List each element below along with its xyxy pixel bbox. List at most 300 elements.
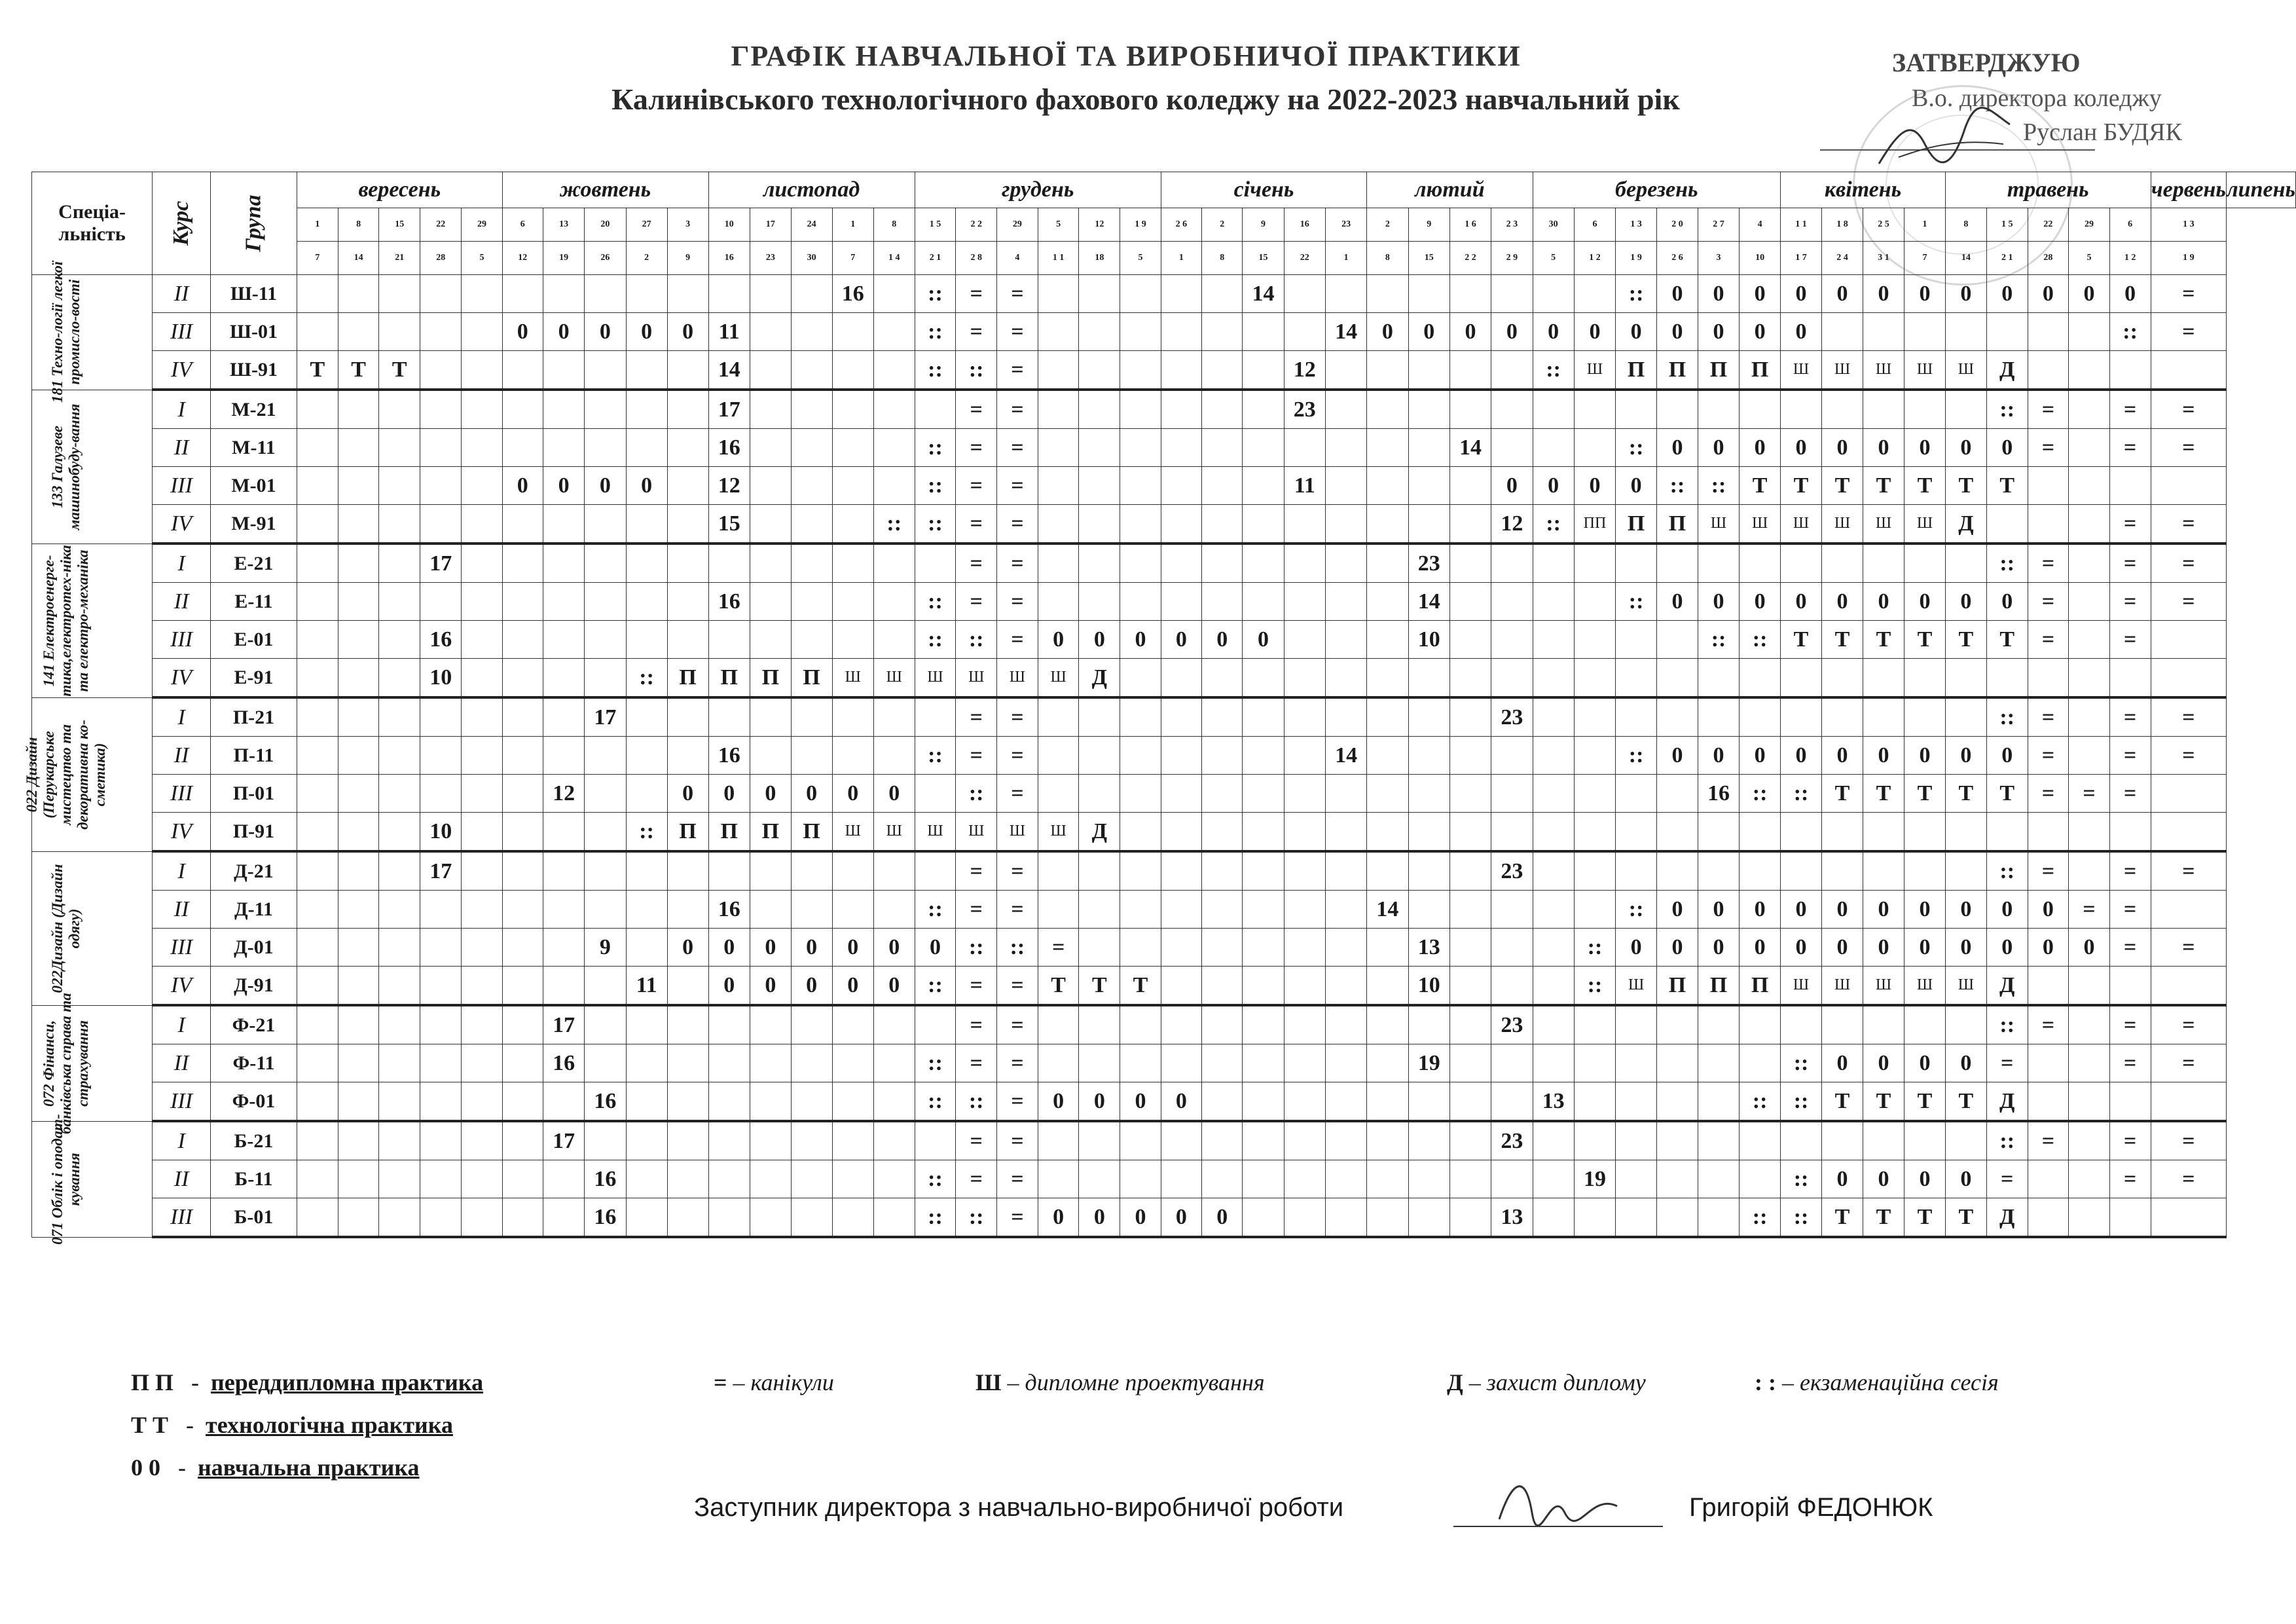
schedule-cell: :: — [956, 929, 997, 967]
schedule-cell — [1120, 813, 1161, 852]
schedule-cell: = — [2109, 891, 2151, 929]
schedule-cell — [1945, 313, 1986, 351]
course-cell: I — [153, 851, 211, 891]
schedule-cell — [1367, 967, 1408, 1006]
schedule-cell — [462, 775, 502, 813]
schedule-cell — [1161, 967, 1201, 1006]
schedule-cell — [2028, 1160, 2069, 1198]
schedule-cell — [1079, 1044, 1120, 1082]
schedule-cell — [585, 775, 626, 813]
schedule-cell — [1781, 813, 1822, 852]
schedule-cell — [462, 929, 502, 967]
schedule-cell — [1533, 390, 1574, 429]
schedule-cell — [462, 275, 502, 313]
schedule-cell — [1616, 1198, 1657, 1238]
schedule-cell — [297, 1082, 338, 1122]
schedule-cell — [1698, 697, 1739, 737]
schedule-cell — [2069, 1082, 2110, 1122]
schedule-cell — [2028, 505, 2069, 544]
table-row — [32, 275, 2296, 313]
schedule-cell — [750, 583, 791, 621]
schedule-cell: :: — [915, 505, 956, 544]
schedule-cell — [1698, 544, 1739, 583]
schedule-cell — [708, 1082, 750, 1122]
schedule-cell: П — [1657, 967, 1698, 1006]
schedule-cell — [1945, 659, 1986, 698]
schedule-cell: = — [956, 429, 997, 467]
schedule-cell: = — [997, 351, 1038, 390]
legend-tt-label: технологічна практика — [206, 1412, 453, 1438]
course-cell: IV — [153, 505, 211, 544]
schedule-cell — [420, 467, 462, 505]
schedule-cell — [1038, 1121, 1079, 1160]
specialty-label: 022 Дизайн (Перукарське мистецтво та декоративна ко-сметика) — [24, 719, 108, 830]
schedule-cell — [750, 313, 791, 351]
schedule-cell — [1491, 583, 1533, 621]
schedule-cell: = — [2109, 544, 2151, 583]
schedule-cell: 0 — [1740, 313, 1781, 351]
schedule-cell — [791, 313, 832, 351]
schedule-cell — [1657, 1044, 1698, 1082]
schedule-cell: = — [2028, 851, 2069, 891]
week-start-date: 1 6 — [1449, 208, 1491, 242]
legend-oo: 0 0 - навчальна практика — [131, 1454, 420, 1481]
schedule-cell — [1533, 544, 1574, 583]
schedule-cell — [791, 275, 832, 313]
schedule-cell — [1038, 775, 1079, 813]
schedule-cell — [1408, 851, 1449, 891]
schedule-cell — [1945, 697, 1986, 737]
schedule-cell — [1202, 1160, 1243, 1198]
schedule-cell: Т — [1945, 1198, 1986, 1238]
schedule-cell: :: — [1986, 851, 2028, 891]
schedule-cell — [379, 775, 420, 813]
schedule-cell — [1408, 1198, 1449, 1238]
schedule-cell: :: — [1781, 1198, 1822, 1238]
schedule-cell — [1243, 583, 1284, 621]
month-header: січень — [1161, 172, 1367, 208]
schedule-cell — [502, 813, 543, 852]
schedule-cell: 0 — [1243, 621, 1284, 659]
schedule-cell — [1367, 1121, 1408, 1160]
course-cell: I — [153, 1005, 211, 1044]
schedule-cell — [1904, 544, 1945, 583]
schedule-cell — [502, 775, 543, 813]
schedule-cell — [1822, 813, 1863, 852]
schedule-cell: 0 — [2069, 275, 2110, 313]
schedule-cell — [502, 1121, 543, 1160]
schedule-cell — [462, 813, 502, 852]
table-row — [32, 505, 2296, 544]
schedule-cell — [338, 697, 379, 737]
schedule-cell — [585, 390, 626, 429]
schedule-cell: 12 — [543, 775, 584, 813]
schedule-cell — [1325, 467, 1366, 505]
legend-d-label: – захист диплому — [1468, 1369, 1646, 1395]
specialty-cell — [32, 544, 153, 697]
week-end-date: 19 — [543, 242, 584, 275]
schedule-cell: = — [2151, 313, 2227, 351]
schedule-cell — [1449, 1160, 1491, 1198]
schedule-cell: :: — [956, 775, 997, 813]
schedule-cell: = — [956, 505, 997, 544]
schedule-cell: Ш — [1038, 813, 1079, 852]
schedule-cell: Т — [1863, 775, 1904, 813]
schedule-cell — [1698, 1005, 1739, 1044]
schedule-cell: = — [2028, 1121, 2069, 1160]
schedule-cell — [1616, 813, 1657, 852]
schedule-cell: 0 — [1698, 737, 1739, 775]
schedule-cell: = — [2151, 1121, 2227, 1160]
schedule-cell — [750, 1121, 791, 1160]
week-start-date: 29 — [2069, 208, 2110, 242]
schedule-cell — [1367, 1082, 1408, 1122]
schedule-cell — [1120, 1044, 1161, 1082]
page-subtitle: Калинівського технологічного фахового коледжу на 2022-2023 навчальний рік — [611, 83, 1680, 116]
schedule-cell: = — [956, 851, 997, 891]
week-start-date: 2 5 — [1863, 208, 1904, 242]
schedule-cell: 0 — [626, 313, 667, 351]
schedule-cell: :: — [1533, 351, 1574, 390]
schedule-cell: Ш — [1904, 351, 1945, 390]
schedule-cell: Т — [1904, 775, 1945, 813]
schedule-cell: 12 — [1284, 351, 1325, 390]
schedule-cell — [1325, 621, 1366, 659]
schedule-cell — [420, 1082, 462, 1122]
schedule-cell — [667, 697, 708, 737]
schedule-cell: :: — [997, 929, 1038, 967]
schedule-cell — [1120, 467, 1161, 505]
schedule-cell — [1491, 351, 1533, 390]
schedule-cell — [462, 697, 502, 737]
schedule-cell — [1574, 583, 1615, 621]
month-header: жовтень — [502, 172, 708, 208]
schedule-cell — [791, 544, 832, 583]
schedule-cell: 0 — [1863, 429, 1904, 467]
schedule-cell — [873, 1005, 915, 1044]
schedule-cell — [832, 1044, 873, 1082]
schedule-cell — [379, 621, 420, 659]
schedule-cell — [873, 313, 915, 351]
schedule-cell — [420, 1044, 462, 1082]
schedule-cell: :: — [915, 467, 956, 505]
schedule-cell — [1367, 813, 1408, 852]
schedule-cell — [1574, 1198, 1615, 1238]
schedule-cell: 0 — [1822, 891, 1863, 929]
schedule-cell — [2028, 1044, 2069, 1082]
group-cell: М-01 — [210, 467, 297, 505]
table-row — [32, 1198, 2296, 1238]
schedule-cell: 0 — [1781, 929, 1822, 967]
schedule-cell — [502, 544, 543, 583]
schedule-cell — [1161, 583, 1201, 621]
schedule-cell — [2069, 544, 2110, 583]
schedule-cell — [338, 390, 379, 429]
schedule-cell — [1079, 467, 1120, 505]
schedule-cell — [1449, 659, 1491, 698]
schedule-cell — [502, 659, 543, 698]
schedule-cell — [1740, 1005, 1781, 1044]
schedule-cell: 0 — [1079, 1082, 1120, 1122]
schedule-cell: Т — [1863, 1082, 1904, 1122]
week-start-date: 3 — [667, 208, 708, 242]
schedule-cell — [1325, 891, 1366, 929]
group-cell: Д-01 — [210, 929, 297, 967]
schedule-cell: Т — [1945, 467, 1986, 505]
schedule-cell — [1863, 697, 1904, 737]
schedule-cell: :: — [1698, 467, 1739, 505]
schedule-cell: = — [997, 505, 1038, 544]
schedule-cell — [832, 1082, 873, 1122]
schedule-cell: П — [667, 659, 708, 698]
header-course-label: Курс — [169, 200, 194, 246]
schedule-cell — [1161, 775, 1201, 813]
legend-pp-label: переддипломна практика — [211, 1369, 484, 1395]
schedule-cell — [379, 659, 420, 698]
schedule-cell — [1574, 275, 1615, 313]
schedule-cell — [1616, 621, 1657, 659]
schedule-cell — [2069, 813, 2110, 852]
schedule-cell — [1202, 697, 1243, 737]
schedule-cell — [1038, 505, 1079, 544]
schedule-cell — [2151, 467, 2227, 505]
schedule-cell: Д — [1986, 351, 2028, 390]
schedule-cell: 0 — [1574, 467, 1615, 505]
schedule-cell — [2069, 429, 2110, 467]
schedule-cell: 0 — [1781, 737, 1822, 775]
schedule-cell — [667, 275, 708, 313]
schedule-cell — [543, 544, 584, 583]
schedule-cell — [297, 583, 338, 621]
schedule-cell — [1491, 813, 1533, 852]
schedule-cell — [791, 1005, 832, 1044]
schedule-cell: 0 — [708, 929, 750, 967]
week-end-date: 14 — [1945, 242, 1986, 275]
schedule-cell — [1284, 929, 1325, 967]
schedule-cell — [1284, 429, 1325, 467]
legend-d-symbol: Д — [1447, 1369, 1463, 1395]
schedule-cell — [502, 505, 543, 544]
schedule-cell — [1243, 544, 1284, 583]
schedule-cell — [750, 697, 791, 737]
schedule-cell: Ш — [997, 659, 1038, 698]
schedule-cell: 0 — [1038, 1082, 1079, 1122]
schedule-cell: Т — [1945, 775, 1986, 813]
week-start-date: 1 9 — [1120, 208, 1161, 242]
schedule-cell — [1657, 621, 1698, 659]
schedule-cell — [543, 851, 584, 891]
schedule-cell — [1038, 737, 1079, 775]
schedule-cell — [420, 929, 462, 967]
schedule-cell: 16 — [420, 621, 462, 659]
schedule-cell: Ш — [1904, 505, 1945, 544]
legend-sh-symbol: Ш — [975, 1369, 1002, 1395]
schedule-cell — [1822, 659, 1863, 698]
schedule-cell — [1161, 697, 1201, 737]
schedule-cell: 0 — [873, 929, 915, 967]
schedule-cell — [1408, 659, 1449, 698]
schedule-cell — [708, 1044, 750, 1082]
schedule-cell: 14 — [1449, 429, 1491, 467]
schedule-cell — [1161, 929, 1201, 967]
schedule-cell — [379, 1160, 420, 1198]
schedule-cell: 0 — [1781, 275, 1822, 313]
week-start-date: 8 — [873, 208, 915, 242]
schedule-cell — [1986, 813, 2028, 852]
schedule-cell — [502, 737, 543, 775]
schedule-cell — [1161, 1160, 1201, 1198]
week-start-date: 1 3 — [2151, 208, 2227, 242]
schedule-cell — [1202, 467, 1243, 505]
week-end-date: 2 2 — [1449, 242, 1491, 275]
schedule-cell: = — [956, 891, 997, 929]
schedule-cell — [1698, 1082, 1739, 1122]
schedule-cell — [791, 1121, 832, 1160]
schedule-cell: 0 — [1491, 467, 1533, 505]
schedule-cell: :: — [956, 621, 997, 659]
schedule-cell: = — [2151, 390, 2227, 429]
schedule-cell — [1284, 1044, 1325, 1082]
schedule-cell — [462, 1121, 502, 1160]
schedule-cell — [1038, 275, 1079, 313]
schedule-cell: 0 — [2109, 275, 2151, 313]
week-end-date: 1 7 — [1781, 242, 1822, 275]
schedule-cell — [1243, 891, 1284, 929]
schedule-cell — [502, 583, 543, 621]
week-start-date: 12 — [1079, 208, 1120, 242]
specialty-label: 181 Техно-логії легкої промисло-вості — [49, 261, 82, 403]
schedule-cell — [750, 851, 791, 891]
schedule-cell — [1616, 1082, 1657, 1122]
schedule-cell: = — [997, 275, 1038, 313]
schedule-cell — [338, 929, 379, 967]
group-cell: Е-21 — [210, 544, 297, 583]
schedule-cell — [462, 1160, 502, 1198]
schedule-cell — [626, 429, 667, 467]
schedule-cell: 0 — [1657, 275, 1698, 313]
schedule-cell — [915, 1121, 956, 1160]
course-cell: I — [153, 390, 211, 429]
schedule-cell — [1367, 351, 1408, 390]
legend-oo-symbol: 0 0 — [131, 1454, 160, 1481]
schedule-cell: Ш — [1945, 967, 1986, 1006]
schedule-cell — [2069, 1121, 2110, 1160]
schedule-cell — [1781, 851, 1822, 891]
schedule-cell — [1945, 1005, 1986, 1044]
schedule-cell — [626, 1160, 667, 1198]
schedule-cell: :: — [1616, 275, 1657, 313]
schedule-cell: П — [667, 813, 708, 852]
schedule-cell — [1491, 659, 1533, 698]
schedule-cell — [1574, 1082, 1615, 1122]
schedule-cell — [1284, 544, 1325, 583]
schedule-cell: 14 — [1408, 583, 1449, 621]
table-row — [32, 737, 2296, 775]
schedule-cell: 14 — [1367, 891, 1408, 929]
schedule-cell — [915, 1005, 956, 1044]
schedule-cell — [1533, 737, 1574, 775]
course-cell: II — [153, 1160, 211, 1198]
schedule-cell — [338, 467, 379, 505]
schedule-cell — [1740, 1121, 1781, 1160]
schedule-cell: 0 — [1698, 891, 1739, 929]
schedule-cell — [1120, 929, 1161, 967]
schedule-cell: = — [2109, 583, 2151, 621]
schedule-cell: :: — [915, 429, 956, 467]
schedule-cell — [379, 891, 420, 929]
schedule-cell — [1904, 697, 1945, 737]
schedule-cell — [626, 1044, 667, 1082]
schedule-cell: П — [1616, 505, 1657, 544]
schedule-cell — [667, 467, 708, 505]
schedule-cell — [1325, 544, 1366, 583]
week-start-date: 6 — [2109, 208, 2151, 242]
schedule-cell — [1202, 1005, 1243, 1044]
schedule-cell — [1822, 313, 1863, 351]
schedule-cell — [1284, 505, 1325, 544]
week-start-date: 1 5 — [915, 208, 956, 242]
schedule-cell — [585, 1005, 626, 1044]
schedule-cell — [462, 583, 502, 621]
schedule-cell — [873, 429, 915, 467]
month-header: квітень — [1781, 172, 1946, 208]
table-row — [32, 1044, 2296, 1082]
schedule-cell — [1698, 1160, 1739, 1198]
schedule-cell — [379, 1044, 420, 1082]
schedule-cell: = — [2151, 505, 2227, 544]
schedule-cell — [708, 275, 750, 313]
schedule-cell: Т — [1986, 621, 2028, 659]
schedule-cell — [626, 351, 667, 390]
schedule-cell — [1449, 1198, 1491, 1238]
legend-tt: Т Т - технологічна практика — [131, 1412, 453, 1438]
schedule-cell — [297, 775, 338, 813]
schedule-cell — [2151, 1082, 2227, 1122]
schedule-cell: :: — [1574, 929, 1615, 967]
schedule-cell: :: — [626, 659, 667, 698]
schedule-cell — [626, 1005, 667, 1044]
schedule-cell — [1243, 467, 1284, 505]
specialty-cell — [32, 261, 153, 403]
schedule-cell — [462, 1044, 502, 1082]
schedule-cell: Ш — [997, 813, 1038, 852]
schedule-cell — [832, 390, 873, 429]
schedule-cell — [502, 967, 543, 1006]
schedule-cell — [585, 659, 626, 698]
schedule-cell — [1698, 813, 1739, 852]
schedule-cell — [1202, 929, 1243, 967]
group-cell: Д-11 — [210, 891, 297, 929]
schedule-cell — [420, 429, 462, 467]
schedule-cell: 0 — [1616, 929, 1657, 967]
schedule-cell: 0 — [1863, 583, 1904, 621]
group-cell: М-91 — [210, 505, 297, 544]
schedule-cell — [1698, 1198, 1739, 1238]
schedule-cell — [1367, 1160, 1408, 1198]
schedule-cell — [1079, 775, 1120, 813]
schedule-cell — [626, 929, 667, 967]
schedule-cell: = — [2028, 1005, 2069, 1044]
schedule-cell — [338, 775, 379, 813]
schedule-cell: П — [791, 813, 832, 852]
schedule-cell — [1202, 737, 1243, 775]
week-end-date: 7 — [1904, 242, 1945, 275]
schedule-cell: 0 — [1986, 891, 2028, 929]
week-end-date: 30 — [791, 242, 832, 275]
schedule-cell — [667, 1005, 708, 1044]
schedule-cell — [667, 583, 708, 621]
schedule-cell — [1367, 737, 1408, 775]
